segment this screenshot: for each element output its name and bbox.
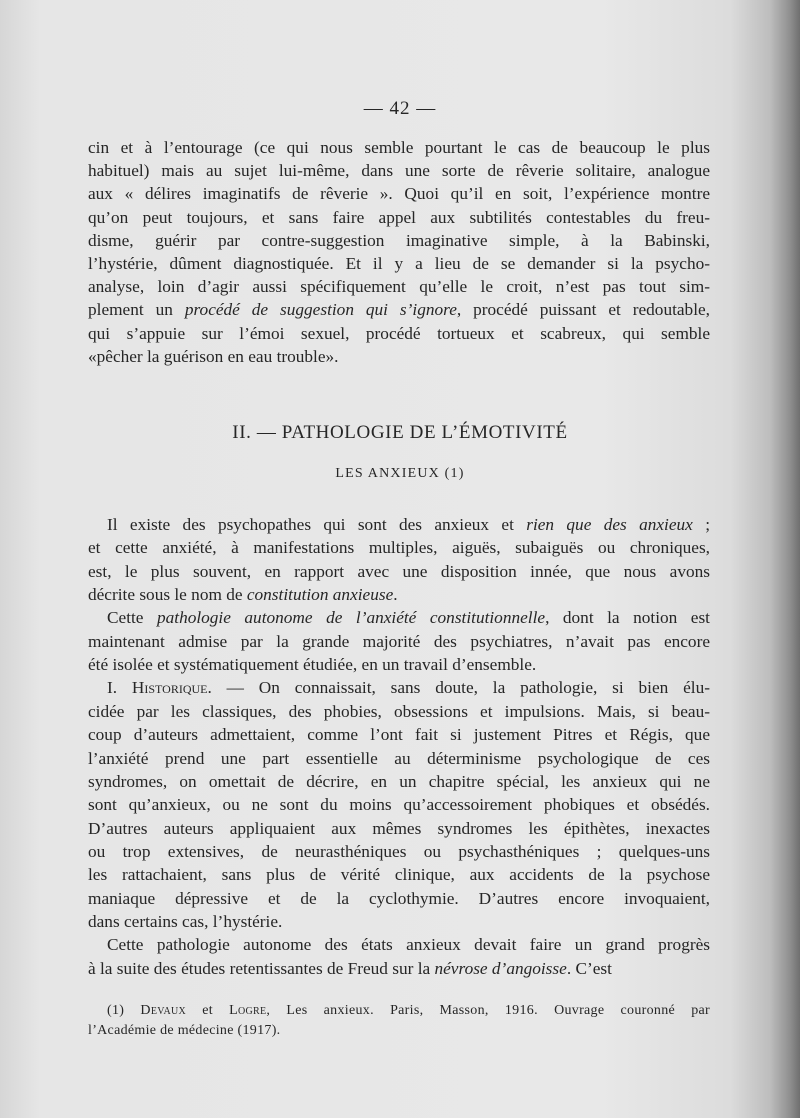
italic-text: névrose d’angoisse [434,958,567,978]
text-segment: Il existe des psychopathes qui sont des anxieux et [107,515,527,534]
text-segment: Cette pathologie autonome des états anxieux devait faire un grand progrès [107,935,710,955]
italic-text: pathologie autonome de l’anxiété constitutionnelle [156,608,546,628]
text-line [88,207,710,229]
text-segment: et [186,1003,230,1018]
text-line [88,253,710,275]
text-line [88,346,710,368]
text-segment: maintenant admise par la grande majorité des psychiatres, n’avait pas encore [88,631,710,651]
text-segment: D’autres auteurs appliquaient aux mêmes syndromes les épithètes, inexactes [88,818,710,838]
text-line [88,160,710,182]
text-segment: l’hystérie, dûment diagnostiquée. Et il y a lieu de se demander si la psycho- [88,254,710,273]
text-segment: aux « délires imaginatifs de rêverie ». Quoi qu’il en soit, l’expérience montre [88,184,710,204]
footnote-line [88,1020,710,1042]
text-segment: plement un [88,300,185,320]
text-line [88,911,710,933]
text-line [88,276,710,298]
text-line [88,818,710,840]
text-segment: «pêcher la guérison en eau trouble». [88,346,339,366]
text-line [88,183,710,205]
italic-text: procédé de suggestion qui s’ignore [184,300,457,320]
text-segment: , dont la notion est [545,608,710,628]
page-number: — 42 — [363,98,437,119]
text-line [88,888,710,910]
text-segment: été isolée et systématiquement étudiée, en un travail d’ensemble. [88,655,537,675]
text-line [88,230,710,252]
text-segment: et cette anxiété, à manifestations multiples, aiguës, subaiguës ou chroniques, [88,538,710,558]
subheading: LES ANXIEUX (1) [335,466,465,481]
text-segment: est, le plus souvent, en rapport avec une disposition innée, que nous avons [88,561,710,581]
text-segment: . [393,585,398,605]
text-segment: , Les anxieux. Paris, Masson, 1916. Ouvrage couronné par [266,1003,710,1018]
text-line [88,864,710,886]
text-line [88,584,710,606]
text-segment: (1) [107,1003,141,1018]
text-segment: I. [107,678,132,698]
text-segment: les rattachaient, sans plus de vérité clinique, aux accidents de la psychose [88,865,710,885]
text-line [88,631,710,653]
text-line [88,323,710,345]
text-segment: habituel) mais au sujet lui-même, dans une sorte de rêverie solitaire, analogue [88,161,710,181]
footnote-line [107,1000,710,1022]
text-segment: , procédé puissant et redoutable, [456,300,710,320]
text-line [88,137,710,159]
text-segment: ou trop extensives, de neurasthéniques ou psychasthéniques ; quelques-uns [88,841,710,861]
small-caps-text: Devaux [140,1003,187,1018]
text-segment: l’anxiété prend une part essentielle au déterminisme psychologique de ces [88,748,710,768]
text-line [88,654,710,676]
text-segment: . — On connaissait, sans doute, la pathologie, si bien élu- [207,678,710,698]
text-line [88,841,710,863]
text-segment: cidée par les classiques, des phobies, obsessions et impulsions. Mais, si beau- [88,701,710,721]
text-line [88,537,710,559]
section-heading: II. — PATHOLOGIE DE L’ÉMOTIVITÉ [232,422,568,443]
text-line [88,794,710,816]
text-line [107,677,710,699]
text-segment: Cette [107,608,157,628]
text-segment: disme, guérir par contre-suggestion imaginative simple, à la Babinski, [88,230,710,250]
text-segment: cin et à l’entourage (ce qui nous semble pourtant le cas de beaucoup le plus [88,138,710,157]
italic-text: constitution anxieuse [246,585,394,605]
text-line [88,958,710,980]
text-segment: dans certains cas, l’hystérie. [88,911,283,931]
text-line [88,701,710,723]
text-segment: qui s’appuie sur l’émoi sexuel, procédé tortueux et scabreux, qui semble [88,323,710,343]
text-line [88,748,710,770]
text-segment: sont qu’anxieux, ou ne sont du moins qu’accessoirement phobiques et obsédés. [88,795,710,815]
text-line [88,561,710,583]
text-segment: qu’on peut toujours, et sans faire appel aux subtilités contestables du freu- [88,207,710,227]
text-line [88,299,710,321]
text-segment: syndromes, on omettait de décrire, en un chapitre spécial, les anxieux qui ne [88,771,710,791]
text-segment: décrite sous le nom de [88,585,247,605]
italic-text: rien que des anxieux [526,515,693,534]
small-caps-text: Historique [131,678,208,698]
text-segment: l’Académie de médecine (1917). [88,1023,281,1038]
text-line [88,771,710,793]
text-segment: . C’est [566,958,612,978]
text-segment: maniaque dépressive et de la cyclothymie. D’autres encore invoquaient, [88,888,710,908]
text-segment: ; [692,515,710,534]
text-line [107,607,710,629]
text-segment: analyse, loin d’agir aussi spécifiquement qu’elle le croit, n’est pas tout sim- [88,277,710,297]
text-line [107,934,710,956]
text-line [88,724,710,746]
text-segment: à la suite des études retentissantes de Freud sur la [88,958,435,978]
text-segment: coup d’auteurs admettaient, comme l’ont fait si justement Pitres et Régis, que [88,725,710,745]
text-line [107,514,710,536]
small-caps-text: Logre [229,1003,267,1018]
